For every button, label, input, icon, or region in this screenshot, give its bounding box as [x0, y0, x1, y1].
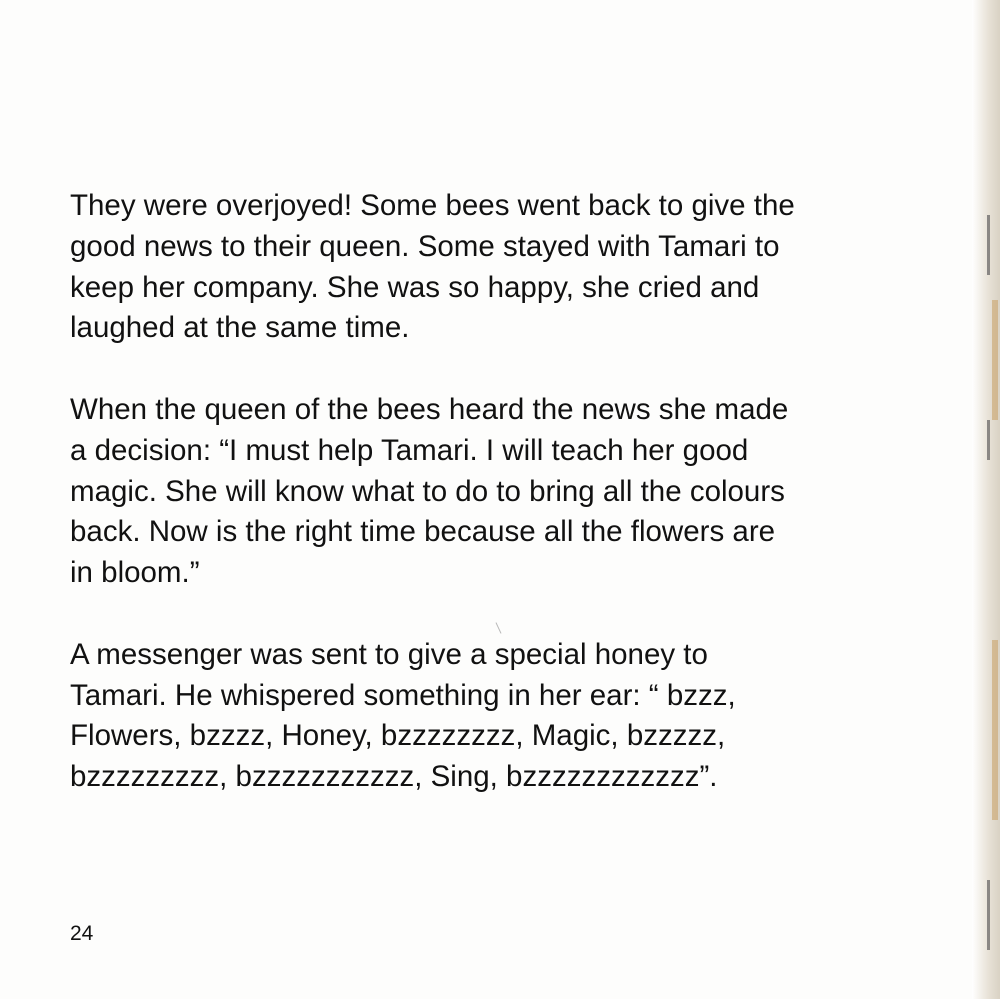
story-paragraph-1 — [70, 186, 890, 349]
text-line: good news to their queen. Some stayed with Tamari to — [70, 229, 780, 263]
page-edge-binding — [972, 0, 1000, 999]
text-line: magic. She will know what to do to bring all the colours — [70, 474, 785, 508]
page-number: 24 — [70, 922, 94, 945]
text-line: a decision: “I must help Tamari. I will teach her good — [70, 433, 749, 467]
story-text — [70, 186, 890, 839]
text-line: in bloom.” — [70, 556, 200, 590]
edge-color-mark — [992, 640, 998, 820]
text-line: bzzzzzzzzz, bzzzzzzzzzzz, Sing, bzzzzzzzzzzzz”. — [70, 760, 718, 794]
text-line: keep her company. She was so happy, she cried and — [70, 270, 760, 304]
text-line: back. Now is the right time because all the flowers are — [70, 515, 776, 549]
text-line: They were overjoyed! Some bees went back to give the — [70, 189, 795, 222]
text-line: Flowers, bzzzz, Honey, bzzzzzzzz, Magic, bzzzzz, — [70, 719, 726, 753]
edge-shadow-mark — [987, 420, 990, 460]
text-line: When the queen of the bees heard the news she made — [70, 392, 789, 426]
text-line: Tamari. He whispered something in her ear: “ bzzz, — [70, 678, 736, 712]
edge-color-mark — [992, 300, 998, 420]
edge-shadow-mark — [987, 880, 990, 950]
text-line: A messenger was sent to give a special honey to — [70, 637, 708, 671]
text-line: laughed at the same time. — [70, 311, 410, 345]
edge-shadow-mark — [987, 215, 990, 275]
story-paragraph-2 — [70, 390, 890, 594]
story-paragraph-3 — [70, 635, 890, 798]
